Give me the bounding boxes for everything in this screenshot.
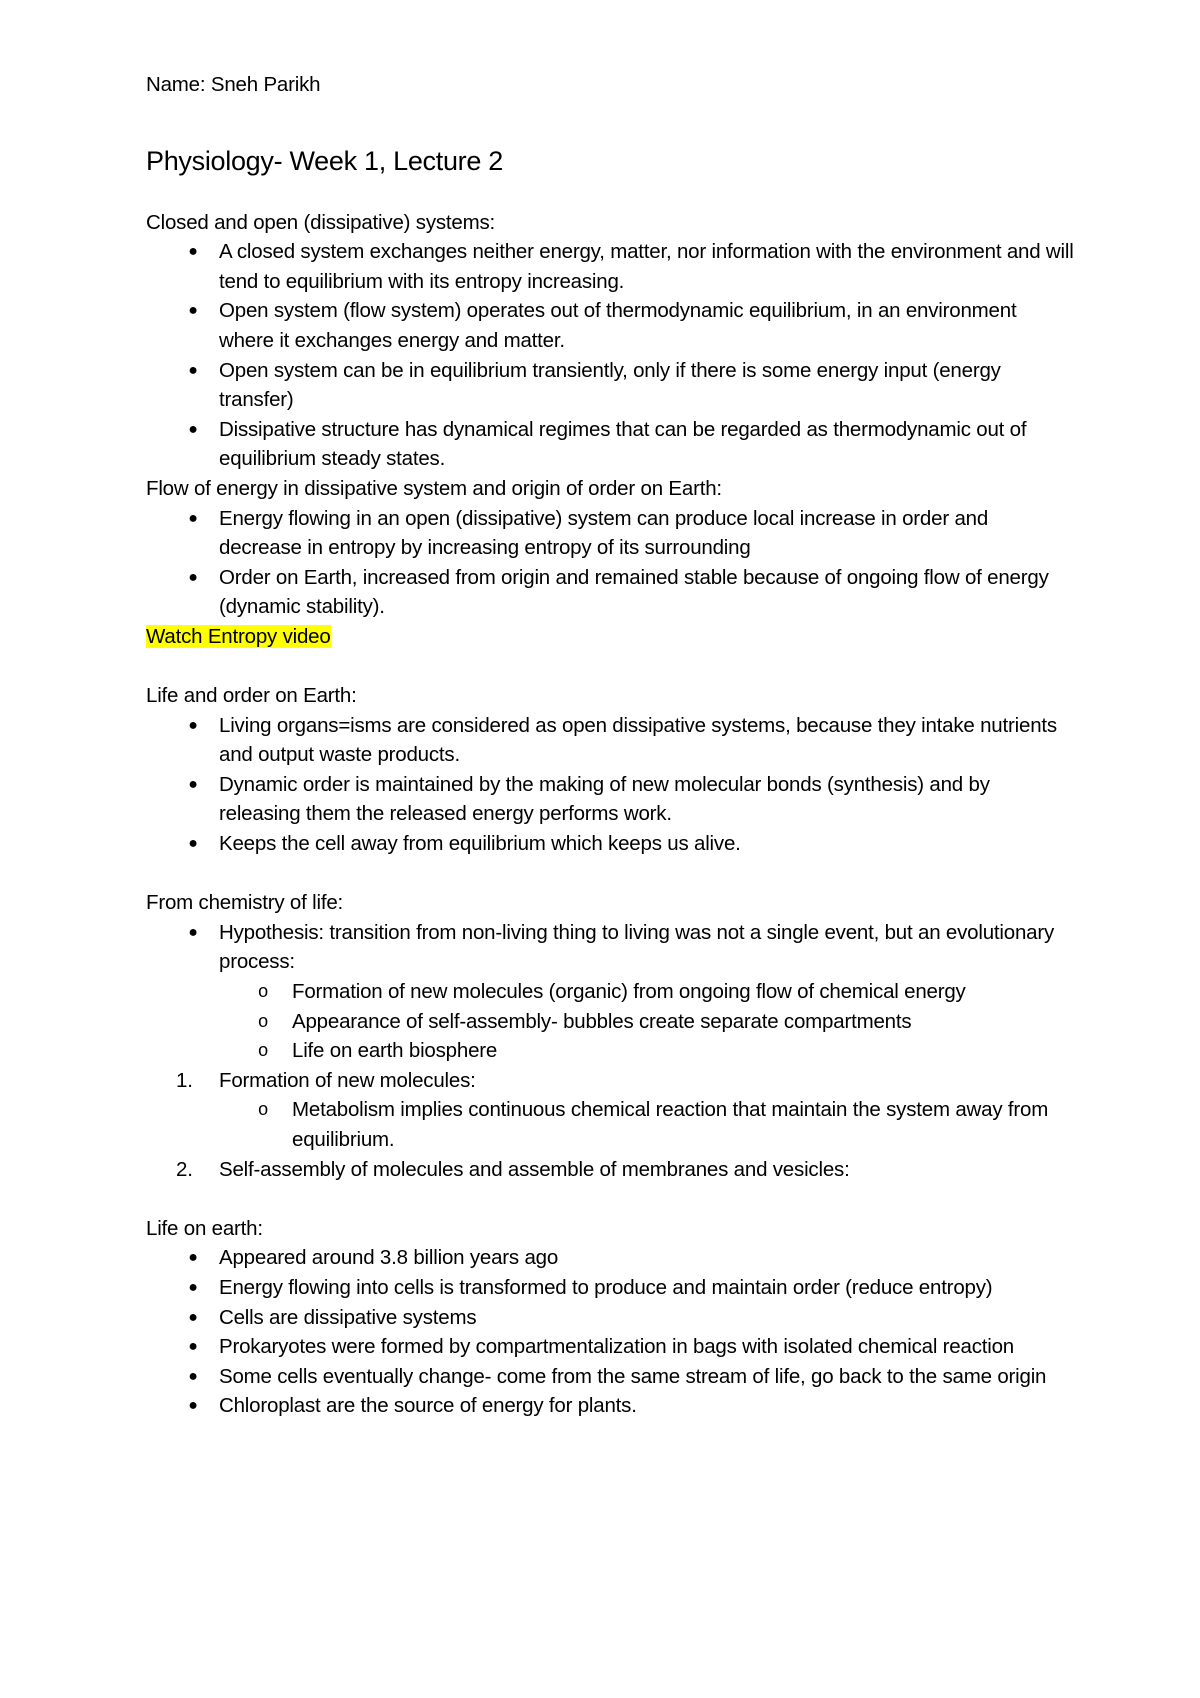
item-number: 2.	[176, 1157, 193, 1181]
chemistry-numbered-list	[146, 1066, 1076, 1184]
blank-line	[146, 859, 1076, 889]
flow-energy-list	[146, 504, 1076, 622]
blank-line	[146, 1184, 1076, 1214]
list-item: ● Hypothesis: transition from non-living thing to living was not a single event, but an evolutionary process: o Formation of new molecules (organic) from ongoing flow of chemical energy o Appearance of self-assembly- bubbles create separate compartments o Life on earth biosphere	[146, 918, 1076, 1066]
list-item: ● Living organs=isms are considered as open dissipative systems, because they intake nutrients and output waste products.	[146, 711, 1076, 770]
numbered-item: 1. Formation of new molecules: o Metabolism implies continuous chemical reaction that maintain the system away from equilibrium.	[146, 1066, 1076, 1155]
section-heading-life-order: Life and order on Earth:	[146, 684, 357, 708]
life-order-list	[146, 711, 1076, 859]
sub-list-item: o Formation of new molecules (organic) from ongoing flow of chemical energy	[219, 977, 1076, 1007]
list-item: ● Open system (flow system) operates out of thermodynamic equilibrium, in an environment where it exchanges energy and matter.	[146, 296, 1076, 355]
bullet-icon: ●	[188, 509, 198, 527]
section-heading-flow-energy: Flow of energy in dissipative system and origin of order on Earth:	[146, 476, 722, 500]
list-item: ● Chloroplast are the source of energy for plants.	[146, 1391, 1076, 1421]
section-heading-life-earth: Life on earth:	[146, 1216, 263, 1240]
closed-open-list	[146, 237, 1076, 474]
bullet-icon: ●	[188, 1397, 198, 1415]
bullet-icon: ●	[188, 835, 198, 853]
list-item: ● A closed system exchanges neither energy, matter, nor information with the environment and will tend to equilibrium with its entropy increasing.	[146, 237, 1076, 296]
watch-video-highlight: Watch Entropy video	[146, 624, 331, 648]
list-item: ● Energy flowing into cells is transformed to produce and maintain order (reduce entropy)	[146, 1273, 1076, 1303]
bullet-icon: ●	[188, 243, 198, 261]
section-heading-closed-open: Closed and open (dissipative) systems:	[146, 210, 496, 234]
bullet-icon: ●	[188, 302, 198, 320]
list-item: ● Cells are dissipative systems	[146, 1303, 1076, 1333]
list-item: ● Dissipative structure has dynamical regimes that can be regarded as thermodynamic out of equilibrium steady states.	[146, 415, 1076, 474]
list-item: ● Dynamic order is maintained by the making of new molecular bonds (synthesis) and by releasing them the released energy performs work.	[146, 770, 1076, 829]
bullet-icon: ●	[188, 1338, 198, 1356]
list-item: ● Open system can be in equilibrium transiently, only if there is some energy input (energy transfer)	[146, 356, 1076, 415]
circle-bullet-icon: o	[258, 1040, 268, 1061]
sub-list-item: o Appearance of self-assembly- bubbles create separate compartments	[219, 1007, 1076, 1037]
bullet-icon: ●	[188, 1249, 198, 1267]
highlighted-note	[146, 622, 1076, 652]
bullet-icon: ●	[188, 361, 198, 379]
blank-line	[146, 652, 1076, 682]
circle-bullet-icon: o	[258, 981, 268, 1002]
numbered-item: 2. Self-assembly of molecules and assemble of membranes and vesicles:	[146, 1155, 1076, 1185]
bullet-icon: ●	[188, 568, 198, 586]
life-earth-list	[146, 1243, 1076, 1421]
list-item: ● Energy flowing in an open (dissipative) system can produce local increase in order and decrease in entropy by increasing entropy of its surrounding	[146, 504, 1076, 563]
list-item: ● Some cells eventually change- come from the same stream of life, go back to the same origin	[146, 1362, 1076, 1392]
author-name: Name: Sneh Parikh	[146, 73, 321, 96]
circle-bullet-icon: o	[258, 1099, 268, 1120]
bullet-icon: ●	[188, 775, 198, 793]
bullet-icon: ●	[188, 1308, 198, 1326]
document-page	[146, 70, 1076, 1421]
page-title: Physiology- Week 1, Lecture 2	[146, 145, 503, 176]
bullet-icon: ●	[188, 1367, 198, 1385]
section-heading-chemistry: From chemistry of life:	[146, 891, 344, 915]
bullet-icon: ●	[188, 1278, 198, 1296]
list-item: ● Order on Earth, increased from origin and remained stable because of ongoing flow of energy (dynamic stability).	[146, 563, 1076, 622]
chemistry-list	[146, 918, 1076, 1066]
list-item: ● Appeared around 3.8 billion years ago	[146, 1243, 1076, 1273]
bullet-icon: ●	[188, 420, 198, 438]
bullet-icon: ●	[188, 923, 198, 941]
numbered-sub-list	[219, 1095, 1076, 1154]
bullet-icon: ●	[188, 716, 198, 734]
hypothesis-sub-list	[219, 977, 1076, 1066]
item-number: 1.	[176, 1068, 193, 1092]
sub-list-item: o Metabolism implies continuous chemical reaction that maintain the system away from equilibrium.	[219, 1095, 1076, 1154]
list-item: ● Prokaryotes were formed by compartmentalization in bags with isolated chemical reaction	[146, 1332, 1076, 1362]
circle-bullet-icon: o	[258, 1010, 268, 1031]
list-item: ● Keeps the cell away from equilibrium which keeps us alive.	[146, 829, 1076, 859]
sub-list-item: o Life on earth biosphere	[219, 1036, 1076, 1066]
